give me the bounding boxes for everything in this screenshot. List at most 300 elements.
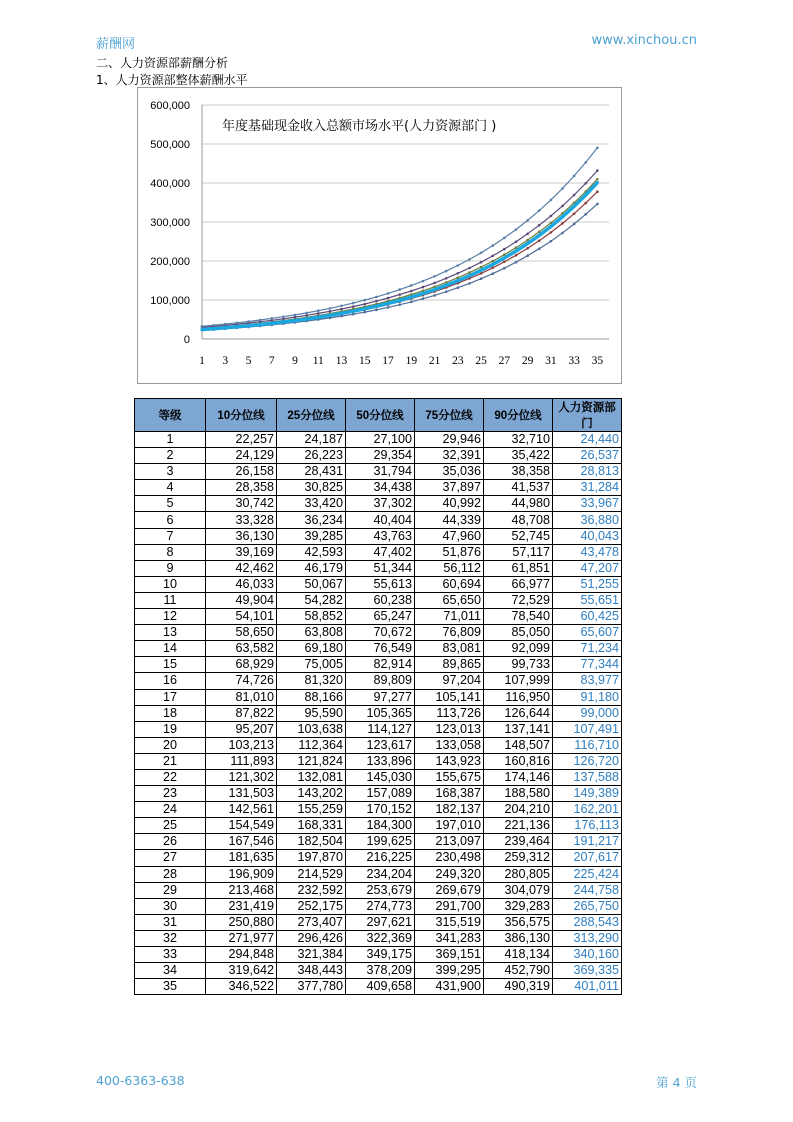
data-point xyxy=(538,234,541,237)
data-point xyxy=(375,309,378,312)
data-point xyxy=(212,324,215,327)
value-cell: 377,780 xyxy=(277,979,346,995)
data-point xyxy=(352,310,355,313)
value-cell: 399,295 xyxy=(415,963,484,979)
table-row xyxy=(135,930,622,946)
table-row xyxy=(135,657,622,673)
x-tick-label: 33 xyxy=(568,355,580,367)
table-row xyxy=(135,560,622,576)
value-cell: 32,391 xyxy=(415,448,484,464)
value-cell: 145,030 xyxy=(346,769,415,785)
value-cell: 162,201 xyxy=(553,802,622,818)
grade-cell: 1 xyxy=(135,432,206,448)
value-cell: 97,277 xyxy=(346,689,415,705)
value-cell: 54,282 xyxy=(277,592,346,608)
value-cell: 114,127 xyxy=(346,721,415,737)
data-point xyxy=(421,292,424,295)
data-point xyxy=(352,305,355,308)
x-tick-label: 1 xyxy=(199,355,205,367)
x-tick-label: 21 xyxy=(428,355,441,367)
grade-cell: 6 xyxy=(135,512,206,528)
data-point xyxy=(526,247,529,250)
table-row xyxy=(135,641,622,657)
value-cell: 191,217 xyxy=(553,834,622,850)
data-point xyxy=(259,319,262,322)
value-cell: 76,549 xyxy=(346,641,415,657)
value-cell: 133,058 xyxy=(415,737,484,753)
value-cell: 65,650 xyxy=(415,592,484,608)
data-point xyxy=(503,267,506,270)
table-row xyxy=(135,448,622,464)
value-cell: 280,805 xyxy=(484,866,553,882)
grade-cell: 3 xyxy=(135,464,206,480)
y-tick-label: 500,000 xyxy=(150,139,190,151)
data-point xyxy=(224,326,227,329)
value-cell: 95,590 xyxy=(277,705,346,721)
data-point xyxy=(573,175,576,178)
x-tick-label: 17 xyxy=(382,355,394,367)
value-cell: 111,893 xyxy=(206,753,277,769)
data-point xyxy=(410,301,413,304)
table-row xyxy=(135,496,622,512)
value-cell: 418,134 xyxy=(484,947,553,963)
x-tick-label: 7 xyxy=(268,355,275,367)
data-point xyxy=(236,322,239,325)
value-cell: 38,358 xyxy=(484,464,553,480)
value-cell: 126,720 xyxy=(553,753,622,769)
data-point xyxy=(480,261,483,264)
value-cell: 63,808 xyxy=(277,625,346,641)
value-cell: 54,101 xyxy=(206,609,277,625)
brand-name: 薪酬网 xyxy=(96,37,136,52)
value-cell: 143,202 xyxy=(277,786,346,802)
table-body xyxy=(135,432,622,995)
value-cell: 216,225 xyxy=(346,850,415,866)
data-point xyxy=(433,282,436,285)
data-point xyxy=(491,244,494,247)
grade-cell: 23 xyxy=(135,786,206,802)
grade-cell: 21 xyxy=(135,753,206,769)
data-point xyxy=(584,161,587,164)
data-point xyxy=(247,324,250,327)
value-cell: 39,169 xyxy=(206,544,277,560)
value-cell: 232,592 xyxy=(277,882,346,898)
value-cell: 188,580 xyxy=(484,786,553,802)
x-tick-label: 31 xyxy=(545,355,557,367)
value-cell: 51,344 xyxy=(346,560,415,576)
data-point xyxy=(317,316,320,319)
table-row xyxy=(135,625,622,641)
data-point xyxy=(550,240,553,243)
value-cell: 35,036 xyxy=(415,464,484,480)
value-cell: 174,146 xyxy=(484,769,553,785)
value-cell: 252,175 xyxy=(277,898,346,914)
value-cell: 452,790 xyxy=(484,963,553,979)
table-row xyxy=(135,432,622,448)
data-point xyxy=(410,290,413,293)
data-point xyxy=(340,308,343,311)
column-header: 10分位线 xyxy=(206,399,277,432)
value-cell: 143,923 xyxy=(415,753,484,769)
table-row xyxy=(135,480,622,496)
value-cell: 294,848 xyxy=(206,947,277,963)
data-point xyxy=(445,290,448,293)
value-cell: 431,900 xyxy=(415,979,484,995)
x-tick-label: 25 xyxy=(475,355,487,367)
value-cell: 199,625 xyxy=(346,834,415,850)
value-cell: 55,613 xyxy=(346,576,415,592)
grade-cell: 34 xyxy=(135,963,206,979)
data-point xyxy=(538,239,541,242)
grade-cell: 15 xyxy=(135,657,206,673)
table-row xyxy=(135,753,622,769)
grade-cell: 17 xyxy=(135,689,206,705)
data-point xyxy=(561,215,564,218)
data-point xyxy=(538,247,541,250)
value-cell: 66,977 xyxy=(484,576,553,592)
value-cell: 409,658 xyxy=(346,979,415,995)
data-point xyxy=(328,314,331,317)
data-point xyxy=(526,254,529,257)
data-point xyxy=(515,254,518,257)
column-header: 90分位线 xyxy=(484,399,553,432)
value-cell: 116,710 xyxy=(553,737,622,753)
grade-cell: 30 xyxy=(135,898,206,914)
data-point xyxy=(235,325,238,328)
data-point xyxy=(468,267,471,270)
value-cell: 239,464 xyxy=(484,834,553,850)
data-point xyxy=(526,242,529,245)
data-point xyxy=(422,297,425,300)
data-point xyxy=(340,312,343,315)
value-cell: 341,283 xyxy=(415,930,484,946)
value-cell: 32,710 xyxy=(484,432,553,448)
value-cell: 121,302 xyxy=(206,769,277,785)
value-cell: 329,283 xyxy=(484,898,553,914)
value-cell: 250,880 xyxy=(206,914,277,930)
data-point xyxy=(514,250,517,253)
value-cell: 83,081 xyxy=(415,641,484,657)
data-point xyxy=(224,323,227,326)
grade-cell: 10 xyxy=(135,576,206,592)
data-point xyxy=(305,317,308,320)
data-point xyxy=(538,224,541,227)
value-cell: 107,491 xyxy=(553,721,622,737)
value-cell: 35,422 xyxy=(484,448,553,464)
data-point xyxy=(352,302,355,305)
data-point xyxy=(375,300,378,303)
data-point xyxy=(445,277,448,280)
data-point xyxy=(422,280,425,283)
data-point xyxy=(550,231,553,234)
value-cell: 36,234 xyxy=(277,512,346,528)
data-point xyxy=(398,293,401,296)
column-header: 人力资源部门 xyxy=(553,399,622,432)
data-point xyxy=(596,169,599,172)
value-cell: 490,319 xyxy=(484,979,553,995)
grade-cell: 25 xyxy=(135,818,206,834)
value-cell: 63,582 xyxy=(206,641,277,657)
table-row xyxy=(135,802,622,818)
data-point xyxy=(259,323,262,326)
value-cell: 296,426 xyxy=(277,930,346,946)
value-cell: 92,099 xyxy=(484,641,553,657)
value-cell: 123,013 xyxy=(415,721,484,737)
value-cell: 386,130 xyxy=(484,930,553,946)
column-header: 50分位线 xyxy=(346,399,415,432)
data-point xyxy=(445,284,448,287)
data-point xyxy=(503,237,506,240)
value-cell: 48,708 xyxy=(484,512,553,528)
value-cell: 33,328 xyxy=(206,512,277,528)
value-cell: 85,050 xyxy=(484,625,553,641)
value-cell: 91,180 xyxy=(553,689,622,705)
value-cell: 29,354 xyxy=(346,448,415,464)
value-cell: 33,967 xyxy=(553,496,622,512)
grade-cell: 32 xyxy=(135,930,206,946)
value-cell: 30,825 xyxy=(277,480,346,496)
value-cell: 81,010 xyxy=(206,689,277,705)
data-point xyxy=(573,223,576,226)
value-cell: 51,876 xyxy=(415,544,484,560)
x-tick-label: 9 xyxy=(292,355,298,367)
value-cell: 30,742 xyxy=(206,496,277,512)
data-point xyxy=(387,306,390,309)
y-tick-label: 300,000 xyxy=(150,217,190,229)
value-cell: 297,621 xyxy=(346,914,415,930)
data-point xyxy=(387,297,390,300)
value-cell: 181,635 xyxy=(206,850,277,866)
table-row xyxy=(135,544,622,560)
value-cell: 60,425 xyxy=(553,609,622,625)
value-cell: 244,758 xyxy=(553,882,622,898)
data-point xyxy=(468,258,471,261)
value-cell: 39,285 xyxy=(277,528,346,544)
data-point xyxy=(271,317,274,320)
value-cell: 46,033 xyxy=(206,576,277,592)
value-cell: 132,081 xyxy=(277,769,346,785)
data-point xyxy=(282,320,285,323)
data-point xyxy=(329,307,332,310)
value-cell: 58,852 xyxy=(277,609,346,625)
value-cell: 273,407 xyxy=(277,914,346,930)
value-cell: 44,980 xyxy=(484,496,553,512)
value-cell: 24,187 xyxy=(277,432,346,448)
value-cell: 47,207 xyxy=(553,560,622,576)
value-cell: 131,503 xyxy=(206,786,277,802)
value-cell: 123,617 xyxy=(346,737,415,753)
grade-cell: 24 xyxy=(135,802,206,818)
table-row xyxy=(135,737,622,753)
value-cell: 97,204 xyxy=(415,673,484,689)
data-point xyxy=(596,190,599,193)
table-row xyxy=(135,834,622,850)
data-point xyxy=(561,187,564,190)
data-point xyxy=(398,299,401,302)
grade-cell: 16 xyxy=(135,673,206,689)
data-point xyxy=(363,307,366,310)
value-cell: 26,158 xyxy=(206,464,277,480)
table-header-row xyxy=(135,399,622,432)
value-cell: 269,679 xyxy=(415,882,484,898)
grade-cell: 5 xyxy=(135,496,206,512)
grade-cell: 4 xyxy=(135,480,206,496)
y-tick-label: 200,000 xyxy=(150,256,190,268)
grade-cell: 26 xyxy=(135,834,206,850)
column-header: 25分位线 xyxy=(277,399,346,432)
value-cell: 24,129 xyxy=(206,448,277,464)
value-cell: 71,011 xyxy=(415,609,484,625)
grade-cell: 29 xyxy=(135,882,206,898)
value-cell: 82,914 xyxy=(346,657,415,673)
value-cell: 157,089 xyxy=(346,786,415,802)
table-row xyxy=(135,786,622,802)
value-cell: 197,010 xyxy=(415,818,484,834)
y-tick-label: 600,000 xyxy=(150,100,190,112)
value-cell: 78,540 xyxy=(484,609,553,625)
value-cell: 304,079 xyxy=(484,882,553,898)
value-cell: 31,794 xyxy=(346,464,415,480)
value-cell: 182,137 xyxy=(415,802,484,818)
data-point xyxy=(596,181,599,184)
grade-cell: 31 xyxy=(135,914,206,930)
value-cell: 37,897 xyxy=(415,480,484,496)
x-tick-label: 27 xyxy=(498,355,511,367)
value-cell: 346,522 xyxy=(206,979,277,995)
grade-cell: 27 xyxy=(135,850,206,866)
value-cell: 57,117 xyxy=(484,544,553,560)
data-point xyxy=(584,193,587,196)
x-tick-label: 15 xyxy=(359,355,371,367)
value-cell: 137,141 xyxy=(484,721,553,737)
data-point xyxy=(468,274,471,277)
data-point xyxy=(584,182,587,185)
grade-cell: 28 xyxy=(135,866,206,882)
data-point xyxy=(480,269,483,272)
value-cell: 167,546 xyxy=(206,834,277,850)
table-row xyxy=(135,528,622,544)
data-point xyxy=(433,294,436,297)
data-point xyxy=(410,284,413,287)
table-row xyxy=(135,609,622,625)
table-row xyxy=(135,979,622,995)
x-tick-label: 35 xyxy=(591,355,604,367)
data-point xyxy=(584,213,587,216)
value-cell: 36,130 xyxy=(206,528,277,544)
data-point xyxy=(515,228,518,231)
grade-cell: 22 xyxy=(135,769,206,785)
data-point xyxy=(550,199,553,202)
value-cell: 72,529 xyxy=(484,592,553,608)
table-row xyxy=(135,592,622,608)
value-cell: 126,644 xyxy=(484,705,553,721)
column-header: 等级 xyxy=(135,399,206,432)
value-cell: 313,290 xyxy=(553,930,622,946)
value-cell: 253,679 xyxy=(346,882,415,898)
data-point xyxy=(503,261,506,264)
grade-cell: 19 xyxy=(135,721,206,737)
footer-page-number: 第 4 页 xyxy=(656,1075,697,1090)
grade-cell: 12 xyxy=(135,609,206,625)
data-point xyxy=(317,312,320,315)
data-point xyxy=(364,303,367,306)
data-point xyxy=(364,311,367,314)
value-cell: 184,300 xyxy=(346,818,415,834)
value-cell: 288,543 xyxy=(553,914,622,930)
data-point xyxy=(561,205,564,208)
value-cell: 116,950 xyxy=(484,689,553,705)
value-cell: 55,651 xyxy=(553,592,622,608)
table-row xyxy=(135,914,622,930)
value-cell: 34,438 xyxy=(346,480,415,496)
data-point xyxy=(305,312,308,315)
grade-cell: 14 xyxy=(135,641,206,657)
value-cell: 204,210 xyxy=(484,802,553,818)
data-point xyxy=(491,272,494,275)
value-cell: 259,312 xyxy=(484,850,553,866)
value-cell: 28,813 xyxy=(553,464,622,480)
value-cell: 105,141 xyxy=(415,689,484,705)
value-cell: 221,136 xyxy=(484,818,553,834)
table-row xyxy=(135,963,622,979)
value-cell: 69,180 xyxy=(277,641,346,657)
website-url[interactable]: www.xinchou.cn xyxy=(591,33,697,48)
value-cell: 52,745 xyxy=(484,528,553,544)
table-row xyxy=(135,689,622,705)
x-tick-label: 19 xyxy=(405,355,418,367)
data-point xyxy=(445,270,448,273)
value-cell: 207,617 xyxy=(553,850,622,866)
value-cell: 77,344 xyxy=(553,657,622,673)
value-cell: 74,726 xyxy=(206,673,277,689)
value-cell: 271,977 xyxy=(206,930,277,946)
table-row xyxy=(135,673,622,689)
value-cell: 155,675 xyxy=(415,769,484,785)
value-cell: 40,043 xyxy=(553,528,622,544)
value-cell: 81,320 xyxy=(277,673,346,689)
value-cell: 103,213 xyxy=(206,737,277,753)
table-row xyxy=(135,898,622,914)
data-point xyxy=(456,279,459,282)
x-tick-label: 5 xyxy=(245,355,252,367)
value-cell: 121,824 xyxy=(277,753,346,769)
grade-cell: 18 xyxy=(135,705,206,721)
x-tick-label: 13 xyxy=(335,355,348,367)
value-cell: 65,247 xyxy=(346,609,415,625)
data-point xyxy=(503,256,506,259)
value-cell: 99,000 xyxy=(553,705,622,721)
data-point xyxy=(398,288,401,291)
value-cell: 291,700 xyxy=(415,898,484,914)
grade-cell: 7 xyxy=(135,528,206,544)
data-point xyxy=(433,275,436,278)
value-cell: 28,358 xyxy=(206,480,277,496)
salary-table xyxy=(134,398,622,995)
footer-phone: 400-6363-638 xyxy=(96,1073,185,1088)
data-point xyxy=(247,320,250,323)
value-cell: 87,822 xyxy=(206,705,277,721)
value-cell: 182,504 xyxy=(277,834,346,850)
value-cell: 43,763 xyxy=(346,528,415,544)
data-point xyxy=(503,248,506,251)
value-cell: 89,809 xyxy=(346,673,415,689)
value-cell: 154,549 xyxy=(206,818,277,834)
data-point xyxy=(596,178,599,181)
grade-cell: 33 xyxy=(135,947,206,963)
value-cell: 42,462 xyxy=(206,560,277,576)
value-cell: 89,865 xyxy=(415,657,484,673)
grade-cell: 8 xyxy=(135,544,206,560)
